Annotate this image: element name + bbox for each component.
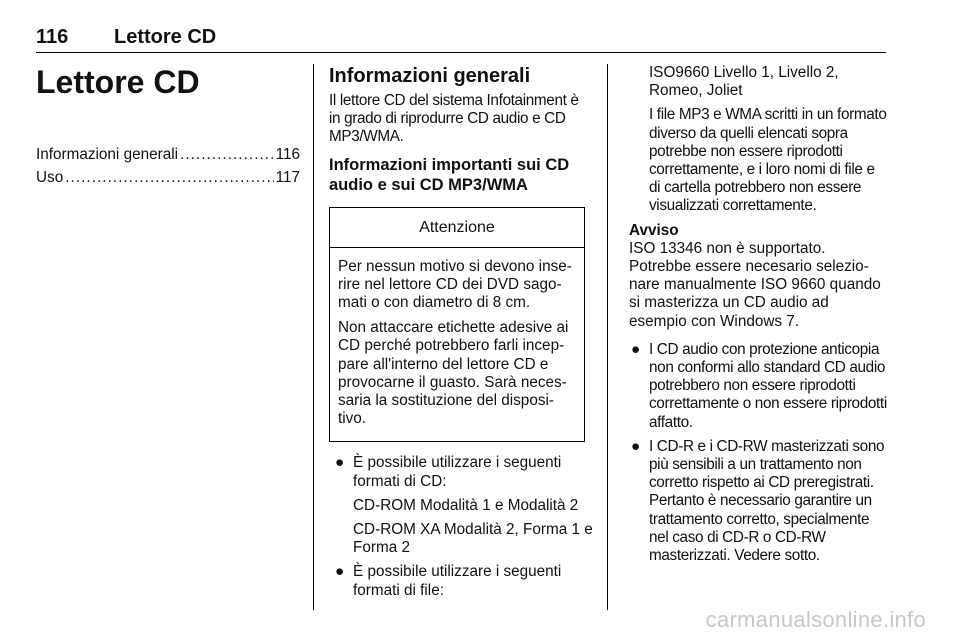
- toc-entry[interactable]: [36, 146, 300, 164]
- bullet-icon: ●: [335, 454, 345, 472]
- cd-format: CD-ROM XA Modalità 2, Forma 1 e Forma 2: [353, 521, 593, 557]
- column-divider: [607, 64, 608, 610]
- section-title: Lettore CD: [36, 64, 200, 100]
- list-item-text: È possibile utilizzare i seguenti formati di CD:: [353, 454, 562, 490]
- warning-title: Attenzione: [330, 208, 584, 248]
- toc-page: 116: [275, 146, 300, 163]
- toc-label: Uso: [36, 169, 64, 187]
- column-general-info: [329, 64, 593, 606]
- list-item: [329, 563, 593, 599]
- warning-paragraph: Non attaccare etichette adesive ai CD perché potrebbero farli inceppare all'interno del lettore CD e provocarne il guasto. Sarà necessaria la sostituzione del dispositivo.: [338, 319, 569, 428]
- bullet-icon: ●: [631, 340, 641, 358]
- column-divider: [313, 64, 314, 610]
- file-formats: ISO9660 Livello 1, Livello 2, Romeo, Joliet: [649, 64, 839, 100]
- list-item: [625, 438, 887, 565]
- notice-box: [629, 222, 887, 331]
- toc-leader: [180, 146, 274, 164]
- chapter-title: Lettore CD: [114, 26, 217, 48]
- intro-paragraph: Il lettore CD del sistema Infotainment è in grado di riprodurre CD audio e CD MP3/WMA.: [329, 92, 579, 146]
- watermark: carmanualsonline.info: [705, 607, 926, 632]
- toc-entry[interactable]: [36, 169, 300, 187]
- mp3-wma-note: I file MP3 e WMA scritti in un formato diverso da quelli elencati sopra potrebbe non essere riprodotti correttamente, e i loro nomi di file e di cartella potrebbero non essere visualizzati correttamente.: [649, 106, 887, 215]
- bullet-icon: ●: [335, 563, 345, 581]
- subheading-important-info: Informazioni importanti sui CD audio e sui CD MP3/WMA: [329, 155, 570, 194]
- list-item-text: È possibile utilizzare i seguenti formati di file:: [353, 563, 562, 599]
- list-item-text: I CD audio con protezione anticopia non conformi allo standard CD audio potrebbero non essere riprodotti correttamente o non essere riprodotti affatto.: [649, 340, 887, 431]
- header-rule: [36, 52, 886, 53]
- notice-label: Avviso: [629, 221, 679, 239]
- toc-label: Informazioni generali: [36, 146, 178, 163]
- heading-general-info: Informazioni generali: [329, 65, 531, 87]
- list-item-text: I CD-R e i CD-RW masterizzati sono più sensibili a un trattamento non corretto rispetto ai CD preregistrati. Pertanto è necessario garantire un trattamento corretto, specialmente nel caso di CD-R o CD-RW masterizzati. Vedere sotto.: [649, 437, 885, 565]
- bullet-icon: ●: [631, 437, 641, 455]
- column-file-formats: [625, 64, 887, 571]
- list-item: [329, 454, 593, 557]
- cd-format: CD-ROM Modalità 1 e Modalità 2: [353, 496, 579, 514]
- column-toc: [36, 64, 300, 192]
- list-item: [625, 341, 887, 432]
- warning-box: [329, 207, 585, 443]
- toc-leader: [65, 169, 273, 187]
- toc-page: 117: [275, 169, 300, 187]
- warning-paragraph: Per nessun motivo si devono inserire nel lettore CD dei DVD sagomati o con diametro di 8 cm.: [338, 257, 572, 312]
- page-number: 116: [36, 26, 69, 48]
- notice-text: ISO 13346 non è supportato. Potrebbe essere necesario selezionare manualmente ISO 9660 quando si masterizza un CD audio ad esempio con Windows 7.: [629, 239, 881, 330]
